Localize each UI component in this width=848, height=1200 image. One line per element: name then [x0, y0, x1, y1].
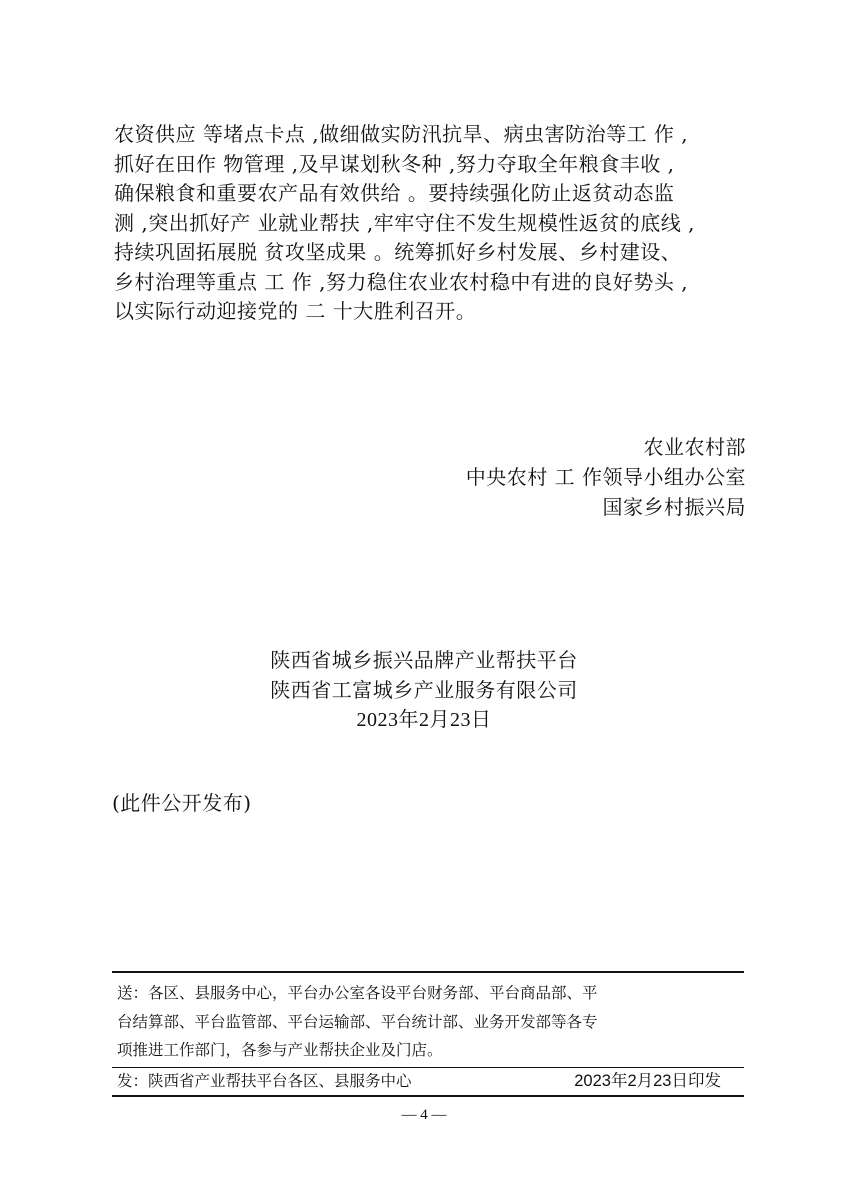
issue-row: [117, 1068, 721, 1094]
body-line: 持续巩固拓展脱 贫攻坚成果 。统筹抓好乡村发展、乡村建设、: [114, 240, 682, 264]
distribution-line: 项推进工作部门，各参与产业帮扶企业及门店。: [117, 1041, 443, 1059]
signatory-ministry: 农业农村部: [643, 435, 746, 459]
issue-date: 2023年2月23日印发: [574, 1072, 721, 1090]
signatory-office: 中央农村 工 作领导小组办公室: [465, 465, 746, 489]
page-number: — 4 —: [401, 1107, 447, 1123]
distribution-line: 台结算部、平台监管部、平台运输部、平台统计部、业务开发部等各专: [117, 1012, 598, 1031]
issued-by-label: 发：陕西省产业帮扶平台各区、县服务中心: [117, 1072, 412, 1090]
body-line: 乡村治理等重点 工 作 ,努力稳住农业农村稳中有进的良好势头 ,: [114, 269, 689, 294]
issuer-platform: 陕西省城乡振兴品牌产业帮扶平台: [270, 648, 578, 672]
body-line: 抓好在田作 物管理 ,及早谋划秋冬种 ,努力夺取全年粮食丰收 ,: [114, 151, 675, 176]
body-line: 农资供应 等堵点卡点 ,做细做实防汛抗旱、病虫害防治等工 作 ,: [114, 122, 689, 146]
signatory-bureau: 国家乡村振兴局: [602, 495, 746, 519]
distribution-line: 送：各区、县服务中心，平台办公室各设平台财务部、平台商品部、平: [117, 984, 598, 1002]
body-paragraph: [114, 120, 754, 327]
body-line: 以实际行动迎接党的 二 十大胜利召开。: [114, 299, 477, 323]
signatory-block: [466, 432, 746, 522]
distribution-list: [117, 979, 737, 1065]
publication-note: (此件公开发布): [112, 791, 252, 815]
top-divider: [112, 971, 744, 973]
body-line: 确保粮食和重要农产品有效供给 。要持续强化防止返贫动态监: [114, 181, 675, 205]
body-line: 测 ,突出抓好产 业就业帮扶 ,牢牢守住不发生规模性返贫的底线 ,: [114, 210, 696, 235]
issuer-company: 陕西省工富城乡产业服务有限公司: [270, 678, 578, 702]
issuer-block: [0, 645, 848, 735]
issuer-date: 2023年2月23日: [356, 709, 492, 731]
bottom-divider: [112, 1095, 744, 1097]
